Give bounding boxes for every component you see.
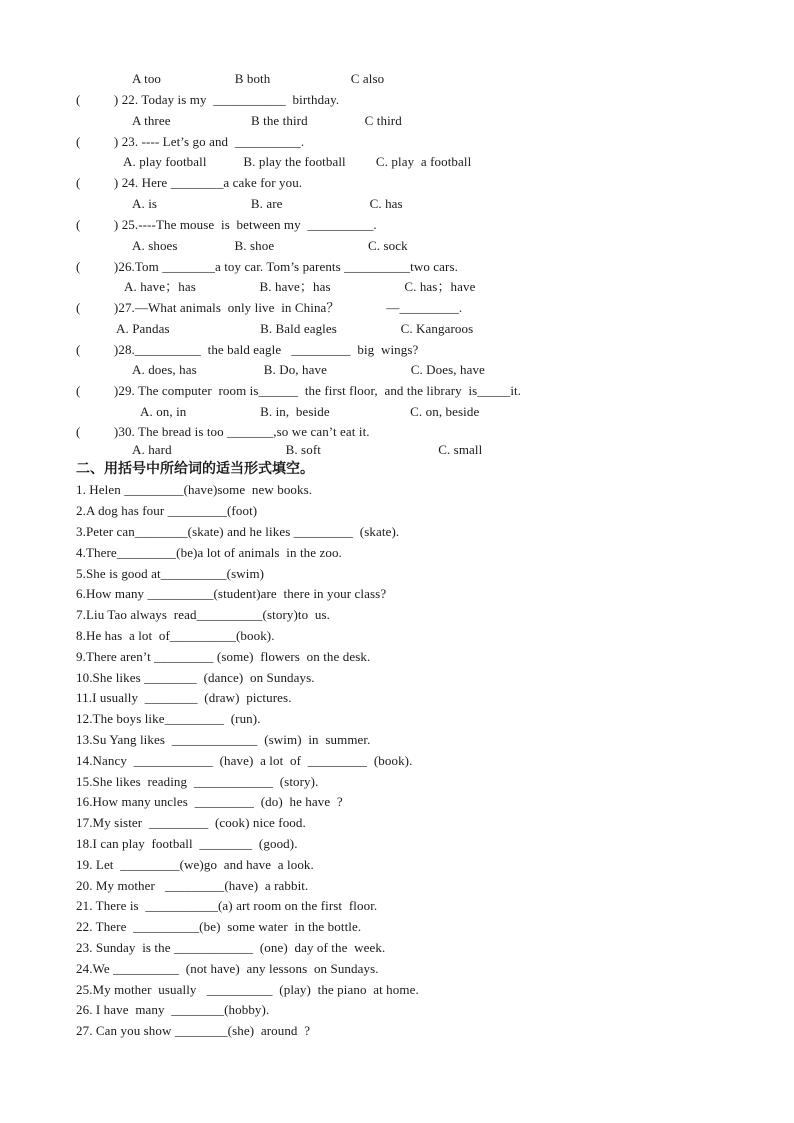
fill-item-23: 23. Sunday is the ____________ (one) day of the week.: [76, 940, 386, 955]
mc-options-22: A three B the third C third: [132, 113, 402, 128]
fill-item-17: 17.My sister _________ (cook) nice food.: [76, 815, 306, 830]
mc-question-30: ( )30. The bread is too _______,so we can’t eat it.: [76, 424, 370, 439]
fill-item-9: 9.There aren’t _________ (some) flowers on the desk.: [76, 649, 371, 664]
fill-item-3: 3.Peter can________(skate) and he likes _________ (skate).: [76, 524, 400, 539]
fill-item-16: 16.How many uncles _________ (do) he have ?: [76, 794, 343, 809]
mc-question-25: ( ) 25.----The mouse is between my __________.: [76, 217, 377, 232]
fill-item-21: 21. There is ___________(a) art room on the first floor.: [76, 898, 378, 913]
mc-question-29: ( )29. The computer room is______ the first floor, and the library is_____it.: [76, 383, 522, 398]
mc-options-28: A. does, has B. Do, have C. Does, have: [132, 362, 485, 377]
fill-item-15: 15.She likes reading ____________ (story).: [76, 774, 319, 789]
fill-item-20: 20. My mother _________(have) a rabbit.: [76, 878, 309, 893]
fill-item-7: 7.Liu Tao always read__________(story)to us.: [76, 607, 331, 622]
fill-item-19: 19. Let _________(we)go and have a look.: [76, 857, 314, 872]
mc-options-26: A. have；has B. have；has C. has；have: [124, 279, 476, 294]
mc-options-29: A. on, in B. in, beside C. on, beside: [140, 404, 480, 419]
fill-item-18: 18.I can play football ________ (good).: [76, 836, 298, 851]
fill-item-13: 13.Su Yang likes _____________ (swim) in summer.: [76, 732, 371, 747]
fill-item-1: 1. Helen _________(have)some new books.: [76, 482, 313, 497]
fill-item-8: 8.He has a lot of__________(book).: [76, 628, 275, 643]
mc-options-25: A. shoes B. shoe C. sock: [132, 238, 408, 253]
mc-question-28: ( )28.__________ the bald eagle _________ big wings?: [76, 342, 419, 357]
mc-question-27: ( )27.—What animals only live in China？ —_________.: [76, 300, 463, 315]
mc-question-26: ( )26.Tom ________a toy car. Tom’s parents __________two cars.: [76, 259, 458, 274]
mc-question-23: ( ) 23. ---- Let’s go and __________.: [76, 134, 305, 149]
mc-options-24: A. is B. are C. has: [132, 196, 403, 211]
section-title: 二、用括号中所给词的适当形式填空。: [76, 461, 314, 477]
fill-item-22: 22. There __________(be) some water in the bottle.: [76, 919, 362, 934]
fill-item-5: 5.She is good at__________(swim): [76, 566, 265, 581]
fill-item-2: 2.A dog has four _________(foot): [76, 503, 258, 518]
fill-item-6: 6.How many __________(student)are there in your class?: [76, 586, 387, 601]
fill-item-12: 12.The boys like_________ (run).: [76, 711, 261, 726]
fill-item-24: 24.We __________ (not have) any lessons on Sundays.: [76, 961, 379, 976]
fill-item-14: 14.Nancy ____________ (have) a lot of _________ (book).: [76, 753, 413, 768]
fill-item-26: 26. I have many ________(hobby).: [76, 1002, 270, 1017]
fill-item-11: 11.I usually ________ (draw) pictures.: [76, 690, 292, 705]
mc-options-21: A too B both C also: [132, 71, 385, 86]
mc-options-23: A. play football B. play the football C. play a football: [123, 154, 472, 169]
mc-options-27: A. Pandas B. Bald eagles C. Kangaroos: [116, 321, 474, 336]
mc-question-24: ( ) 24. Here ________a cake for you.: [76, 175, 303, 190]
fill-item-25: 25.My mother usually __________ (play) the piano at home.: [76, 982, 419, 997]
fill-item-27: 27. Can you show ________(she) around ?: [76, 1023, 311, 1038]
fill-item-4: 4.There_________(be)a lot of animals in the zoo.: [76, 545, 342, 560]
mc-options-30: A. hard B. soft C. small: [132, 442, 483, 457]
fill-item-10: 10.She likes ________ (dance) on Sundays.: [76, 670, 315, 685]
mc-question-22: ( ) 22. Today is my ___________ birthday.: [76, 92, 340, 107]
